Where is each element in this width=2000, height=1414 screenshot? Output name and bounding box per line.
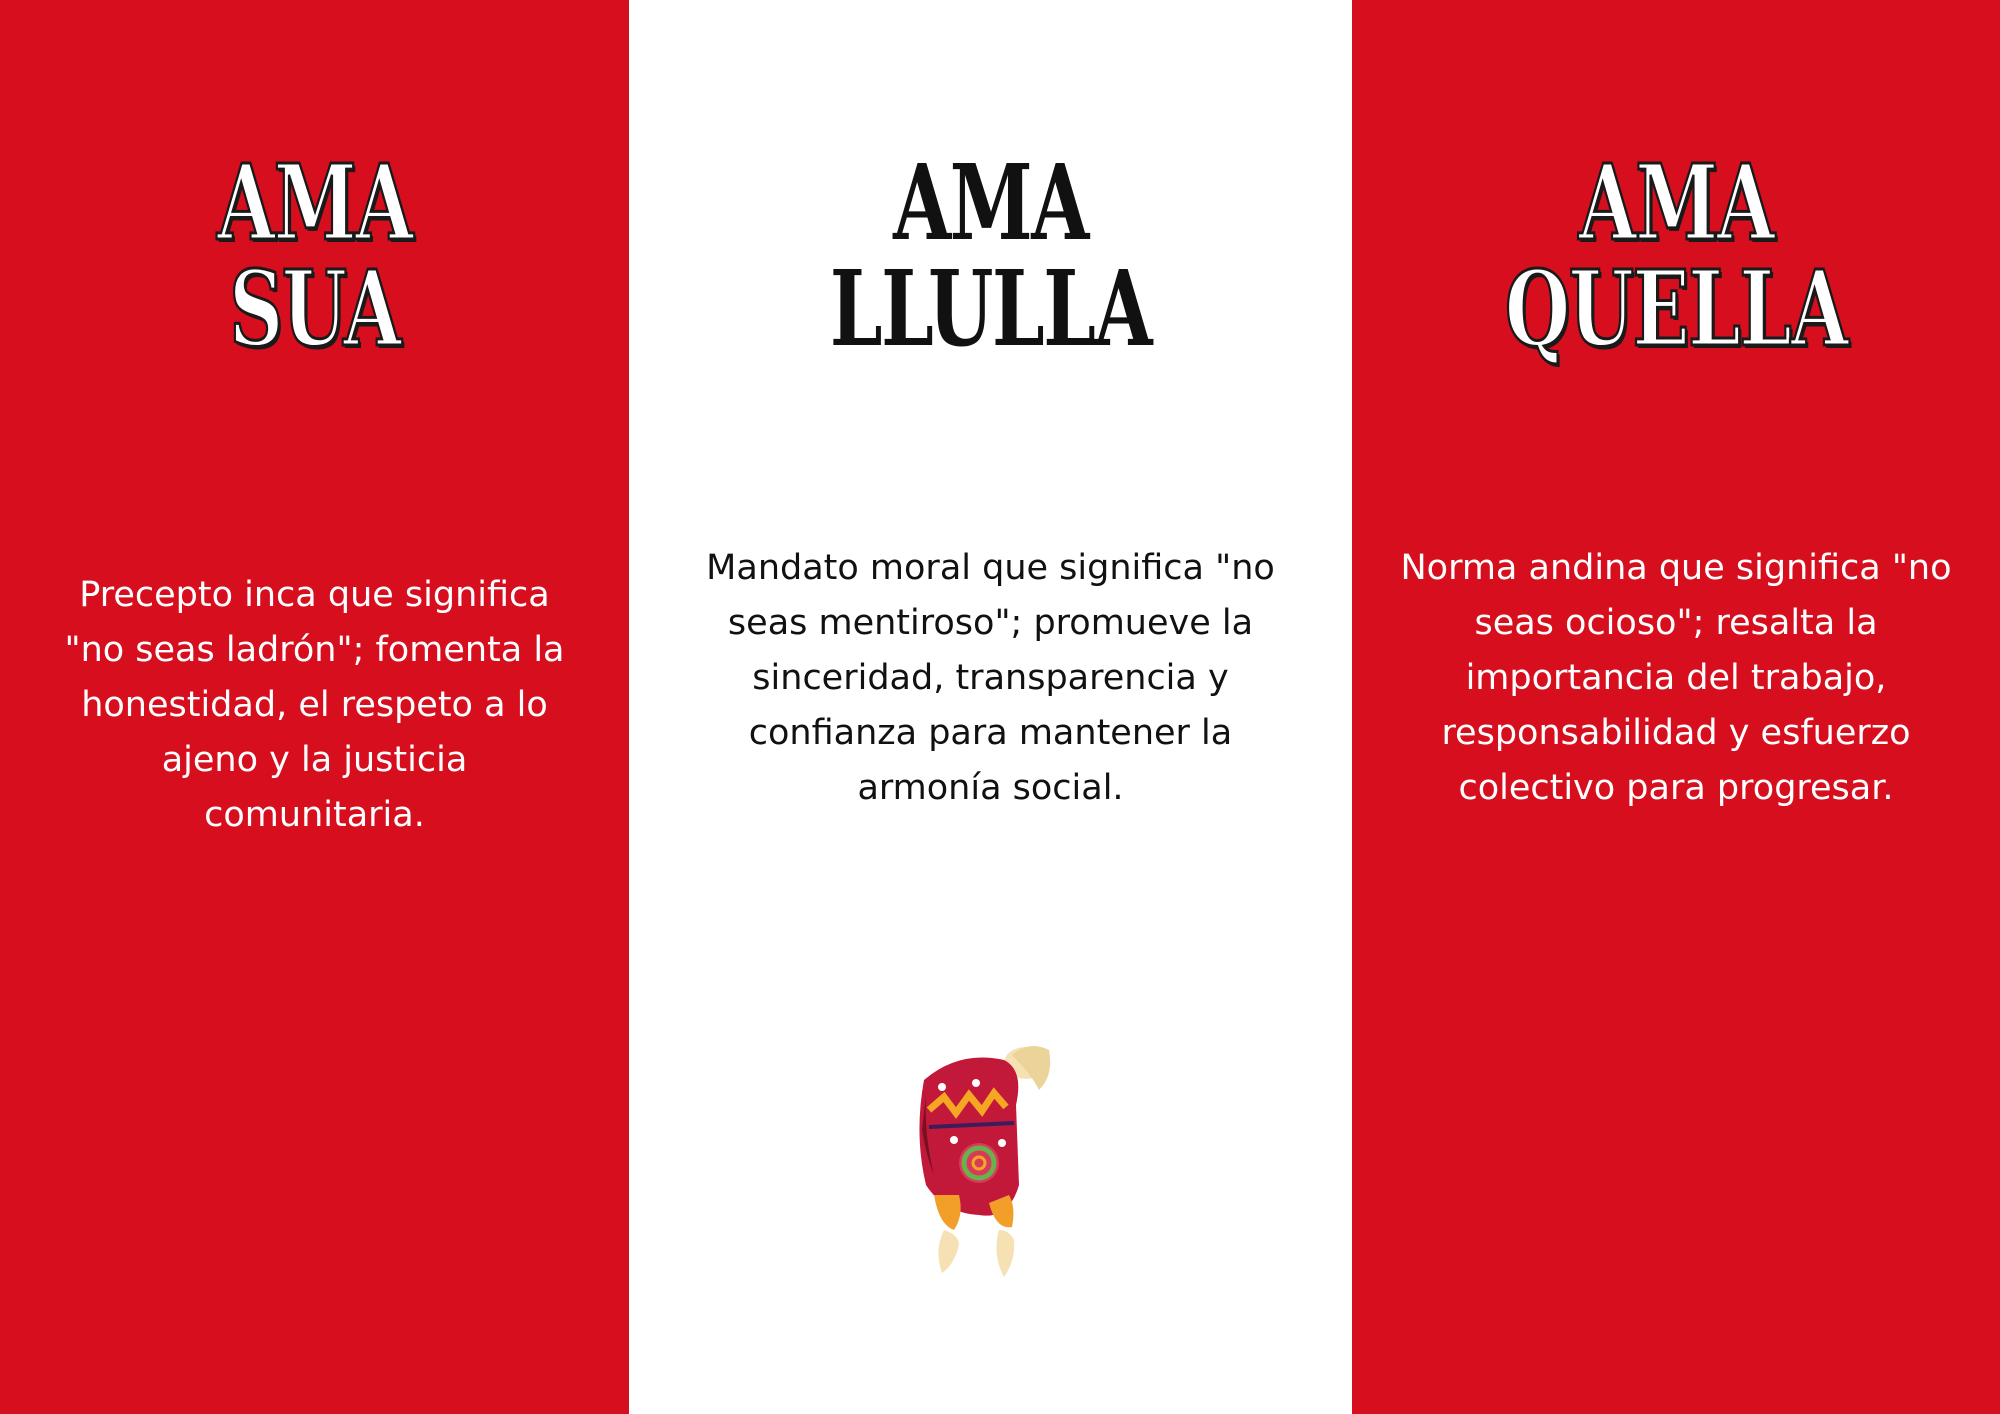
description-ama-sua: Precepto inca que significa "no seas ladrón"; fomenta la honestidad, el respeto a lo ajeno y la justicia comunitaria. <box>64 575 565 835</box>
title-ama-sua <box>88 141 541 370</box>
title-line-2: QUELLA <box>1504 247 1848 370</box>
title-ama-quella <box>1443 141 1910 370</box>
title-line-1: AMA <box>1578 141 1774 264</box>
description-ama-llulla: Mandato moral que significa "no seas mentiroso"; promueve la sinceridad, transparencia y confianza para mantener la armonía social. <box>706 548 1275 808</box>
title-line-1: AMA <box>217 141 412 264</box>
panel-ama-sua <box>0 0 629 1414</box>
title-line-2: LLULLA <box>829 247 1152 370</box>
andean-chullo-hat-icon <box>904 1035 1074 1280</box>
description-ama-quella: Norma andina que significa "no seas ocioso"; resalta la importancia del trabajo, responsabilidad y esfuerzo colectivo para progresar. <box>1400 548 1952 808</box>
title-line-1: AMA <box>893 141 1088 264</box>
panel-ama-llulla <box>629 0 1352 1414</box>
panel-ama-quella <box>1352 0 2000 1414</box>
title-line-2: SUA <box>229 247 400 370</box>
title-ama-llulla <box>730 141 1251 370</box>
